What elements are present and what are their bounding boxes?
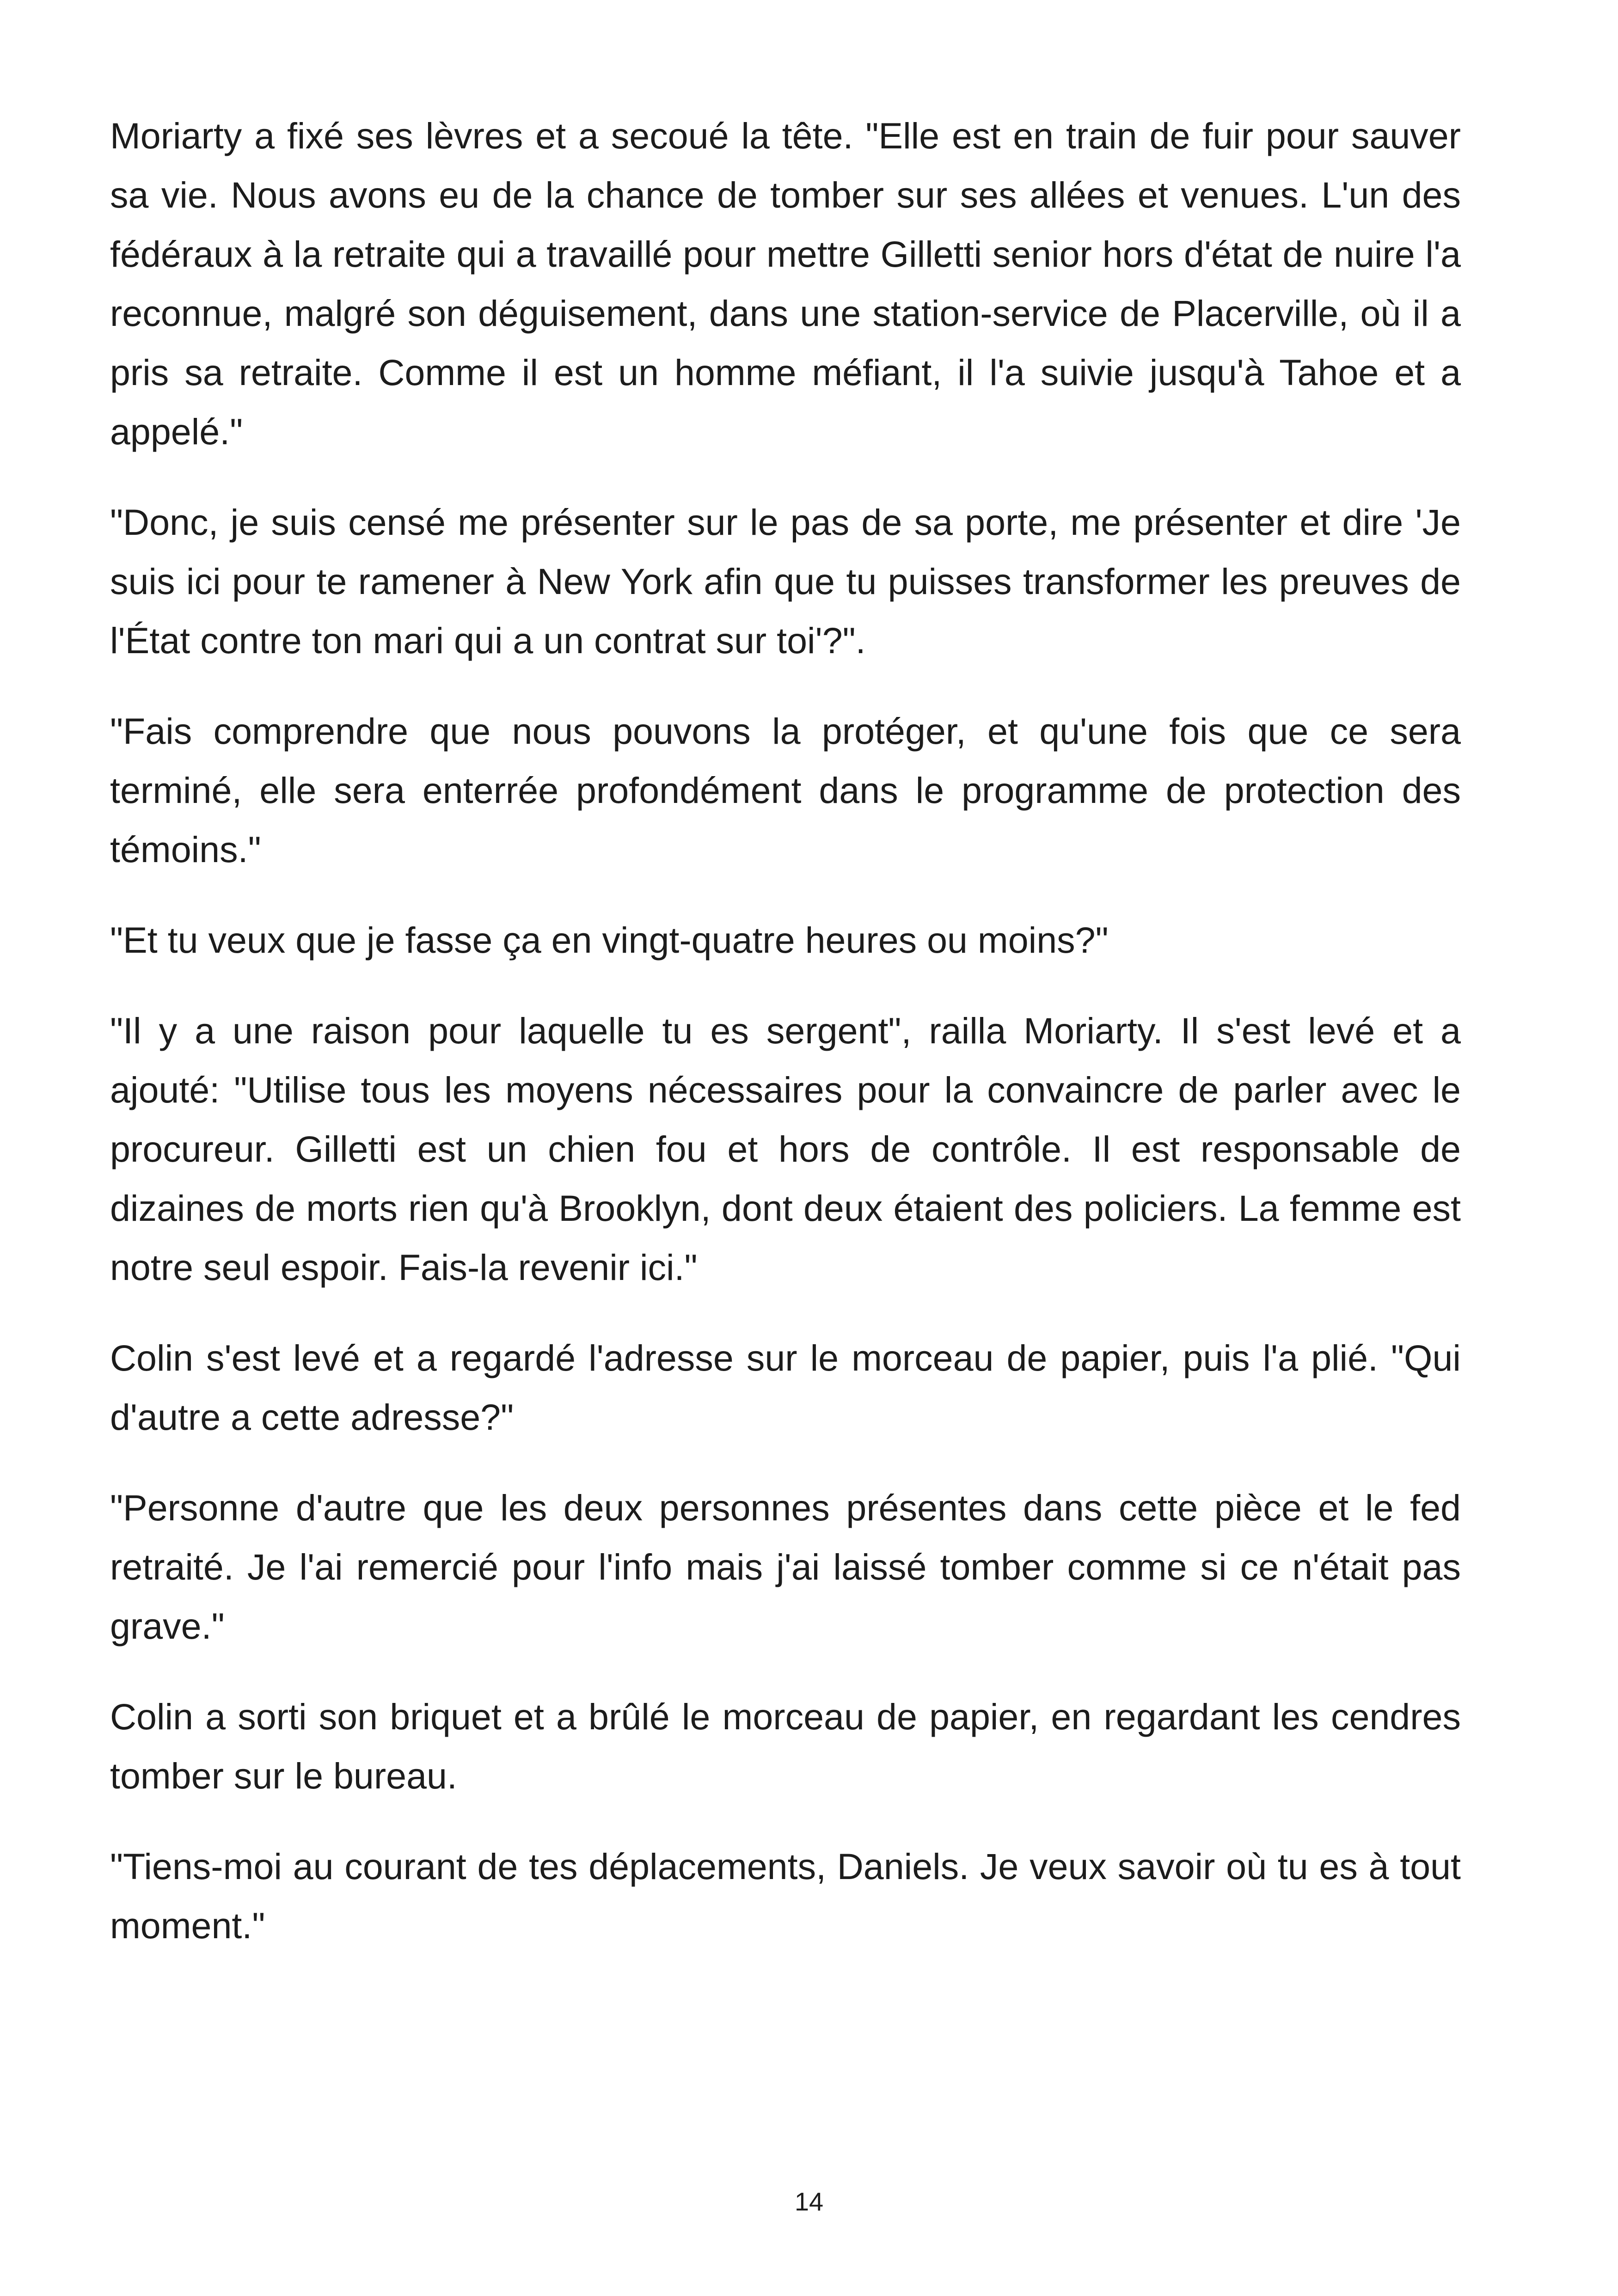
paragraph-9: "Tiens-moi au courant de tes déplacements, Daniels. Je veux savoir où tu es à tout moment." bbox=[110, 1846, 1461, 1946]
body-text bbox=[110, 106, 1461, 1987]
paragraph-8: Colin a sorti son briquet et a brûlé le morceau de papier, en regardant les cendres tomber sur le bureau. bbox=[110, 1696, 1461, 1796]
paragraph-4: "Et tu veux que je fasse ça en vingt-quatre heures ou moins?" bbox=[110, 919, 1109, 961]
paragraph-2: "Donc, je suis censé me présenter sur le pas de sa porte, me présenter et dire 'Je suis ici pour te ramener à New York afin que tu puisses transformer les preuves de l'État contre ton mari qui a un contrat sur toi'?". bbox=[110, 502, 1461, 661]
paragraph-7: "Personne d'autre que les deux personnes présentes dans cette pièce et le fed retraité. Je l'ai remercié pour l'info mais j'ai laissé tomber comme si ce n'était pas grave." bbox=[110, 1487, 1461, 1647]
paragraph-6: Colin s'est levé et a regardé l'adresse sur le morceau de papier, puis l'a plié. "Qui d'autre a cette adresse?" bbox=[110, 1337, 1461, 1438]
paragraph-1: Moriarty a fixé ses lèvres et a secoué la tête. "Elle est en train de fuir pour sauver sa vie. Nous avons eu de la chance de tomber sur ses allées et venues. L'un des fédéraux à la retraite qui a travaillé pour mettre Gilletti senior hors d'état de nuire l'a reconnue, malgré son déguisement, dans une station-service de Placerville, où il a pris sa retraite. Comme il est un homme méfiant, il l'a suivie jusqu'à Tahoe et a appelé." bbox=[110, 115, 1461, 452]
paragraph-5: "Il y a une raison pour laquelle tu es sergent", railla Moriarty. Il s'est levé et a ajouté: "Utilise tous les moyens nécessaires pour la convaincre de parler avec le procureur. Gilletti est un chien fou et hors de contrôle. Il est responsable de dizaines de morts rien qu'à Brooklyn, dont deux étaient des policiers. La femme est notre seul espoir. Fais-la revenir ici." bbox=[110, 1010, 1461, 1288]
page-number: 14 bbox=[794, 2187, 824, 2216]
paragraph-3: "Fais comprendre que nous pouvons la protéger, et qu'une fois que ce sera terminé, elle sera enterrée profondément dans le programme de protection des témoins." bbox=[110, 710, 1461, 870]
